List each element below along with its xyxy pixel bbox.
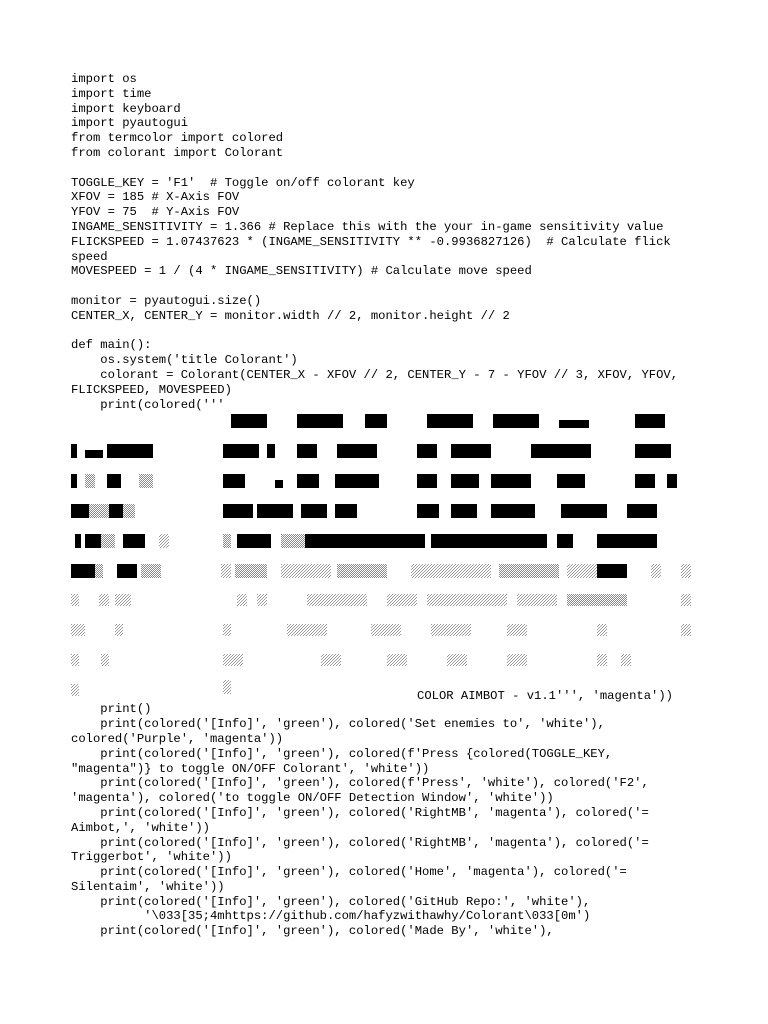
- ascii-block: [117, 564, 137, 578]
- ascii-block: [371, 624, 401, 636]
- ascii-block: [223, 504, 253, 518]
- code-block-bottom: [71, 702, 711, 939]
- code-line: import pyautogui: [71, 116, 189, 131]
- ascii-block: [235, 564, 267, 578]
- ascii-block: [85, 450, 103, 458]
- code-line: print(colored('[Info]', 'green'), colored('Home', 'magenta'), colored('=: [71, 865, 627, 880]
- code-line: 'magenta'), colored('to toggle ON/OFF Detection Window', 'white')): [71, 791, 554, 806]
- ascii-block: [427, 594, 507, 606]
- ascii-block: [159, 534, 169, 548]
- ascii-block: [337, 444, 377, 458]
- ascii-block: [123, 534, 145, 548]
- ascii-block: [491, 474, 531, 488]
- ascii-block: [321, 654, 341, 666]
- ascii-block: [101, 534, 115, 548]
- code-line: XFOV = 185 # X-Axis FOV: [71, 190, 240, 205]
- code-line: Silentaim', 'white')): [71, 879, 225, 894]
- ascii-block: [71, 594, 79, 606]
- code-line: print(colored('[Info]', 'green'), colored(f'Press {colored(TOGGLE_KEY,: [71, 746, 613, 761]
- ascii-block: [651, 564, 661, 578]
- ascii-block: [411, 564, 491, 578]
- ascii-block: [257, 504, 293, 518]
- ascii-block: [635, 414, 665, 428]
- ascii-block: [71, 654, 79, 666]
- ascii-block: [71, 564, 95, 578]
- ascii-block: [681, 564, 691, 578]
- ascii-block: [597, 534, 657, 548]
- ascii-block: [297, 474, 319, 488]
- code-line: print(colored('[Info]', 'green'), colored('Made By', 'white'),: [71, 924, 554, 939]
- ascii-block: [681, 594, 691, 606]
- ascii-block: [621, 654, 631, 666]
- code-line: print(): [71, 702, 152, 717]
- ascii-block: [635, 474, 655, 488]
- ascii-block: [141, 564, 161, 578]
- ascii-block: [431, 534, 491, 548]
- ascii-block: [281, 534, 305, 548]
- code-line: INGAME_SENSITIVITY = 1.366 # Replace this with the your in-game sensitivity value: [71, 219, 664, 234]
- code-line: '\033[35;4mhttps://github.com/hafyzwithawhy/Colorant\033[0m'): [71, 909, 591, 924]
- code-line: MOVESPEED = 1 / (4 * INGAME_SENSITIVITY) # Calculate move speed: [71, 264, 532, 279]
- ascii-block: [237, 534, 271, 548]
- code-line: print(colored('[Info]', 'green'), colored('GitHub Repo:', 'white'),: [71, 894, 591, 909]
- ascii-block: [557, 474, 585, 488]
- code-line: [71, 279, 711, 294]
- ascii-block: [101, 654, 109, 666]
- code-line: def main():: [71, 338, 152, 353]
- ascii-block: [223, 654, 243, 666]
- code-line: from colorant import Colorant: [71, 145, 284, 160]
- ascii-block: [417, 474, 437, 488]
- code-line: import keyboard: [71, 101, 181, 116]
- ascii-block: [85, 534, 101, 548]
- ascii-block: [297, 444, 317, 458]
- ascii-block: [71, 504, 89, 518]
- ascii-block: [451, 504, 477, 518]
- ascii-block: [231, 414, 267, 428]
- ascii-block: [223, 680, 231, 694]
- code-line: print(colored(''': [71, 397, 225, 412]
- ascii-block: [115, 594, 131, 606]
- code-line: import time: [71, 86, 152, 101]
- ascii-block: [337, 564, 387, 578]
- code-line: colored('Purple', 'magenta')): [71, 731, 284, 746]
- ascii-block: [517, 594, 557, 606]
- ascii-block: [85, 474, 95, 488]
- banner-caption: COLOR AIMBOT - v1.1''', 'magenta')): [417, 689, 673, 704]
- ascii-block: [75, 534, 81, 548]
- ascii-block: [109, 504, 123, 518]
- ascii-block: [597, 564, 627, 578]
- ascii-block: [431, 624, 471, 636]
- ascii-block: [71, 444, 77, 458]
- ascii-block: [447, 654, 467, 666]
- ascii-block: [365, 414, 387, 428]
- code-line: os.system('title Colorant'): [71, 353, 298, 368]
- ascii-block: [387, 654, 407, 666]
- ascii-block: [223, 444, 259, 458]
- ascii-block: [115, 624, 123, 636]
- ascii-block: [221, 564, 231, 578]
- code-line: Triggerbot', 'white')): [71, 850, 232, 865]
- code-line: colorant = Colorant(CENTER_X - XFOV // 2, CENTER_Y - 7 - YFOV // 3, XFOV, YFOV,: [71, 367, 679, 382]
- ascii-art-graphic: [71, 414, 711, 702]
- ascii-block: [335, 504, 357, 518]
- code-line: print(colored('[Info]', 'green'), colored('RightMB', 'magenta'), colored('=: [71, 835, 649, 850]
- code-line: import os: [71, 72, 137, 86]
- ascii-block: [287, 624, 327, 636]
- ascii-block: [297, 414, 343, 428]
- ascii-block: [71, 474, 77, 488]
- ascii-block: [335, 474, 379, 488]
- ascii-block: [71, 624, 85, 636]
- ascii-block: [301, 504, 327, 518]
- ascii-block: [417, 504, 439, 518]
- ascii-block: [307, 594, 367, 606]
- ascii-block: [559, 420, 589, 428]
- ascii-block: [89, 504, 109, 518]
- ascii-block: [493, 414, 539, 428]
- code-line: from termcolor import colored: [71, 131, 284, 146]
- ascii-block: [237, 594, 247, 606]
- ascii-block: [491, 504, 535, 518]
- ascii-block: [123, 504, 135, 518]
- ascii-block: [557, 534, 573, 548]
- ascii-block: [223, 474, 245, 488]
- ascii-block: [281, 564, 331, 578]
- ascii-block: [491, 534, 547, 548]
- code-line: speed: [71, 249, 108, 264]
- ascii-block: [681, 624, 691, 636]
- ascii-block: [257, 594, 267, 606]
- ascii-block: [567, 594, 627, 606]
- ascii-block: [635, 444, 671, 458]
- ascii-block: [667, 474, 677, 488]
- ascii-block: [561, 504, 607, 518]
- code-line: print(colored('[Info]', 'green'), colored('Set enemies to', 'white'),: [71, 717, 605, 732]
- ascii-block: [507, 624, 527, 636]
- code-document: [71, 72, 711, 939]
- ascii-block: [387, 594, 417, 606]
- ascii-block: [275, 480, 283, 488]
- code-line: CENTER_X, CENTER_Y = monitor.width // 2, monitor.height // 2: [71, 308, 510, 323]
- ascii-block: [597, 624, 607, 636]
- ascii-block: [107, 444, 153, 458]
- ascii-block: [71, 684, 79, 696]
- ascii-block: [427, 414, 473, 428]
- code-line: print(colored('[Info]', 'green'), colored('RightMB', 'magenta'), colored('=: [71, 805, 649, 820]
- ascii-block: [451, 474, 479, 488]
- ascii-block: [531, 444, 591, 458]
- ascii-block: [627, 504, 657, 518]
- code-line: FLICKSPEED, MOVESPEED): [71, 382, 232, 397]
- ascii-block: [139, 474, 153, 488]
- ascii-block: [223, 534, 231, 548]
- code-line: YFOV = 75 # Y-Axis FOV: [71, 205, 240, 220]
- ascii-block: [507, 654, 527, 666]
- code-line: FLICKSPEED = 1.07437623 * (INGAME_SENSITIVITY ** -0.9936827126) # Calculate flick: [71, 234, 671, 249]
- ascii-block: [95, 564, 103, 578]
- ascii-block: [223, 624, 231, 636]
- code-line: monitor = pyautogui.size(): [71, 293, 262, 308]
- code-line: Aimbot,', 'white')): [71, 820, 210, 835]
- code-line: "magenta")} to toggle ON/OFF Colorant', 'white')): [71, 761, 430, 776]
- code-line: [71, 161, 711, 176]
- ascii-block: [355, 534, 425, 548]
- ascii-block: [305, 534, 355, 548]
- ascii-block: [597, 654, 607, 666]
- code-line: TOGGLE_KEY = 'F1' # Toggle on/off colorant key: [71, 175, 415, 190]
- ascii-block: [451, 444, 491, 458]
- ascii-block: [107, 474, 121, 488]
- code-line: print(colored('[Info]', 'green'), colored(f'Press', 'white'), colored('F2',: [71, 776, 649, 791]
- code-line: [71, 324, 711, 339]
- ascii-block: [417, 444, 437, 458]
- ascii-block: [499, 564, 559, 578]
- ascii-block: [99, 594, 109, 606]
- ascii-art-banner: [71, 414, 711, 702]
- ascii-block: [267, 444, 275, 458]
- code-block-top: [71, 72, 711, 412]
